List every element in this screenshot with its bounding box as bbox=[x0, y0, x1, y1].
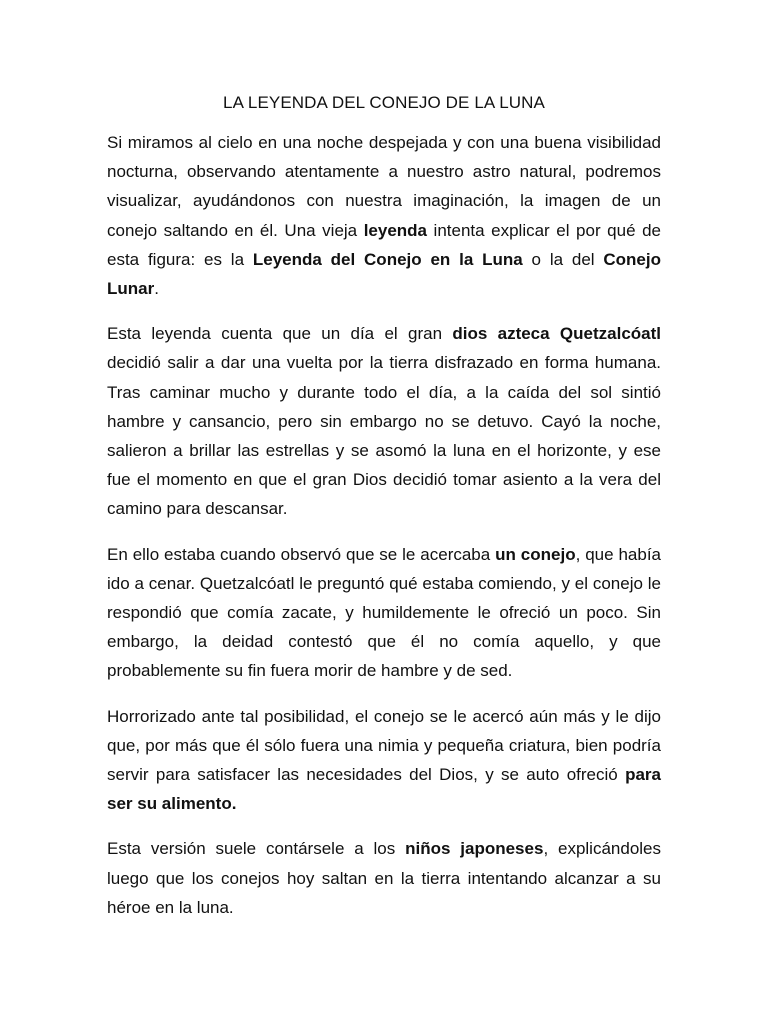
text-run: Si miramos al cielo en una noche despejada y con una buena visibilidad nocturna, observando atentamente a nuestro astro natural, podremos visualizar, ayudándonos con nuestra imaginación, la imagen de un conejo saltando en él. Una vieja bbox=[107, 133, 661, 240]
bold-text: niños japoneses bbox=[405, 839, 544, 859]
text-run: , que había ido a cenar. Quetzalcóatl le preguntó qué estaba comiendo, y el conejo le respondió que comía zacate, y humildemente le ofreció un poco. Sin embargo, la deidad contestó que él no comía aquello, y que probablemente su fin fuera morir de hambre y de sed. bbox=[107, 544, 662, 681]
text-run: o la del bbox=[522, 249, 604, 269]
paragraph-1 bbox=[107, 128, 661, 303]
text-run: En ello estaba cuando observó que se le acercaba bbox=[107, 544, 496, 564]
text-run: Horrorizado ante tal posibilidad, el conejo se le acercó aún más y le dijo que, por más que él sólo fuera una nimia y pequeña criatura, bien podría servir para satisfacer las necesidades del Dios, y se auto ofreció bbox=[107, 706, 661, 785]
paragraph-3 bbox=[107, 540, 661, 686]
bold-text: para ser su alimento. bbox=[107, 765, 661, 814]
text-run: decidió salir a dar una vuelta por la tierra disfrazado en forma humana. Tras caminar mucho y durante todo el día, a la caída del sol sintió hambre y cansancio, pero sin embargo no se detuvo. Cayó la noche, salieron a brillar las estrellas y se asomó la luna en el horizonte, y ese fue el momento en que el gran Dios decidió tomar asiento a la vera del camino para descansar. bbox=[107, 353, 661, 519]
text-run: Esta leyenda cuenta que un día el gran bbox=[107, 324, 453, 344]
paragraph-5 bbox=[107, 834, 661, 922]
document-title: LA LEYENDA DEL CONEJO DE LA LUNA bbox=[223, 93, 545, 112]
bold-text: Conejo Lunar bbox=[107, 249, 661, 299]
bold-text: leyenda bbox=[363, 220, 427, 240]
bold-text: dios azteca Quetzalcóatl bbox=[452, 324, 661, 344]
bold-text: un conejo bbox=[495, 544, 576, 564]
paragraph-4 bbox=[107, 702, 661, 819]
text-run: intenta explicar el por qué de esta figura: es la bbox=[107, 220, 661, 269]
text-run: , explicándoles luego que los conejos hoy saltan en la tierra intentando alcanzar a su héroe en la luna. bbox=[107, 839, 662, 917]
bold-text: Leyenda del Conejo en la Luna bbox=[252, 249, 523, 269]
document-body bbox=[107, 128, 661, 938]
paragraph-2 bbox=[107, 319, 661, 523]
text-run: . bbox=[154, 279, 159, 299]
text-run: Esta versión suele contársele a los bbox=[107, 839, 406, 859]
